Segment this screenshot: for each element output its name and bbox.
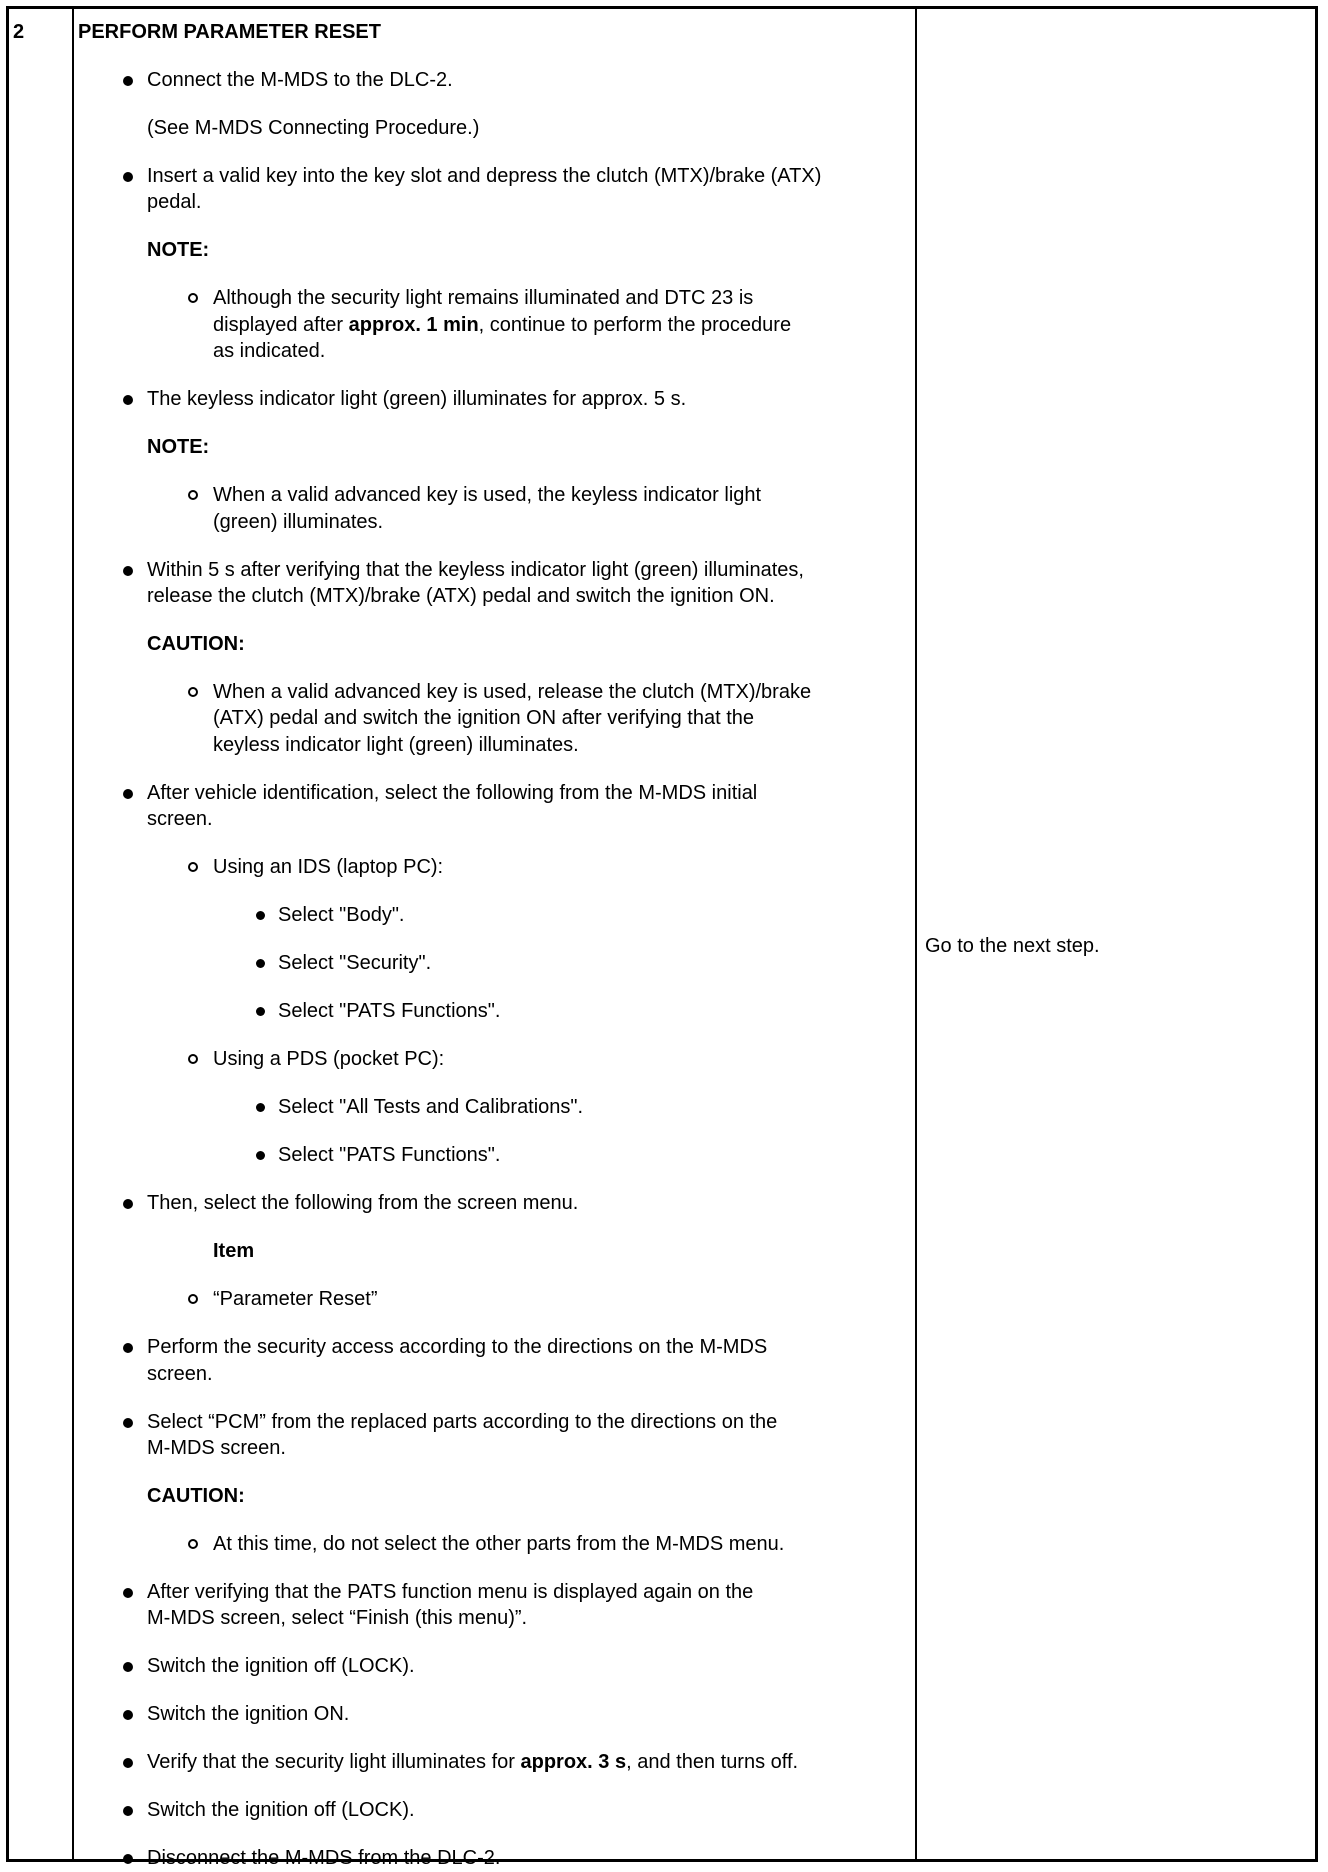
hollow-bullet-icon	[188, 1539, 198, 1549]
instruction-list	[78, 67, 908, 1872]
list-item	[78, 1286, 908, 1312]
text-line: Insert a valid key into the key slot and depress the clutch (MTX)/brake (ATX)	[147, 165, 822, 187]
text-line: M-MDS screen, select “Finish (this menu)”.	[147, 1607, 528, 1630]
hollow-bullet-icon	[188, 1294, 198, 1304]
list-item	[78, 285, 908, 364]
list-item	[78, 386, 908, 412]
list-item	[78, 1797, 908, 1823]
text-line: Using a PDS (pocket PC):	[213, 1048, 445, 1071]
bullet-icon	[123, 1662, 133, 1672]
hollow-bullet-icon	[188, 687, 198, 697]
bullet-icon	[123, 1343, 133, 1353]
note-label	[78, 1238, 908, 1264]
text-segment: displayed after	[213, 313, 349, 336]
list-item	[78, 1190, 908, 1216]
column-divider	[915, 9, 917, 1859]
text-line: Switch the ignition ON.	[147, 1703, 350, 1726]
list-item	[78, 780, 908, 833]
hollow-bullet-icon	[188, 490, 198, 500]
text-line: Within 5 s after verifying that the keyless indicator light (green) illuminates,	[147, 558, 804, 581]
bullet-icon	[123, 1418, 133, 1428]
bullet-icon	[123, 789, 133, 799]
note-label	[78, 1483, 908, 1509]
bullet-icon	[123, 1588, 133, 1598]
procedure-table	[6, 6, 1318, 1870]
list-item	[78, 1701, 908, 1727]
text-line: screen.	[147, 1362, 213, 1385]
list-item	[78, 163, 908, 216]
bullet-icon	[123, 395, 133, 405]
list-item	[78, 1046, 908, 1072]
text-line: pedal.	[147, 191, 202, 214]
text-line: release the clutch (MTX)/brake (ATX) pedal and switch the ignition ON.	[147, 585, 775, 608]
step-number: 2	[13, 21, 25, 43]
text-line: Select "All Tests and Calibrations".	[278, 1096, 584, 1119]
list-item	[78, 115, 908, 141]
bullet-icon	[123, 1806, 133, 1816]
list-item	[78, 1094, 908, 1120]
text-segment: , and then turns off.	[626, 1751, 799, 1774]
text-line: Although the security light remains illuminated and DTC 23 is	[213, 287, 754, 310]
text-line: When a valid advanced key is used, the keyless indicator light	[213, 484, 762, 507]
bullet-icon	[256, 1007, 265, 1016]
step-result: Go to the next step.	[925, 935, 1100, 957]
step-title: PERFORM PARAMETER RESET	[78, 21, 381, 43]
text-line: Switch the ignition off (LOCK).	[147, 1799, 415, 1822]
bullet-icon	[123, 76, 133, 86]
hollow-bullet-icon	[188, 862, 198, 872]
bullet-icon	[256, 911, 265, 920]
text-line	[213, 312, 908, 338]
list-item	[78, 1653, 908, 1679]
text-line: CAUTION:	[147, 633, 245, 656]
list-item	[78, 854, 908, 880]
bullet-icon	[123, 1199, 133, 1209]
text-line: NOTE:	[147, 436, 210, 459]
list-item	[78, 1579, 908, 1632]
text-line: M-MDS screen.	[147, 1437, 286, 1460]
hollow-bullet-icon	[188, 293, 198, 303]
note-label	[78, 237, 908, 263]
text-line: as indicated.	[213, 340, 326, 363]
text-line: At this time, do not select the other parts from the M-MDS menu.	[213, 1533, 785, 1556]
text-line: (See M-MDS Connecting Procedure.)	[147, 117, 480, 139]
list-item	[78, 67, 908, 93]
list-item	[78, 1409, 908, 1462]
text-segment: Verify that the security light illuminates for	[147, 1751, 521, 1774]
list-item	[78, 679, 908, 758]
step-content	[78, 19, 908, 1872]
text-line: Perform the security access according to the directions on the M-MDS	[147, 1336, 768, 1359]
text-line: (ATX) pedal and switch the ignition ON after verifying that the	[213, 707, 755, 730]
text-line: Item	[213, 1240, 255, 1263]
bold-text: approx. 1 min	[348, 313, 479, 336]
list-item	[78, 1531, 908, 1557]
text-line: Disconnect the M-MDS from the DLC-2.	[147, 1847, 501, 1870]
text-line: “Parameter Reset”	[213, 1288, 378, 1311]
text-line: (green) illuminates.	[213, 510, 384, 533]
bullet-icon	[123, 172, 133, 182]
text-line: Select "Security".	[278, 952, 432, 975]
text-line: screen.	[147, 808, 213, 831]
text-line: When a valid advanced key is used, release the clutch (MTX)/brake	[213, 681, 812, 704]
bullet-icon	[256, 1151, 265, 1160]
list-item	[78, 902, 908, 928]
bullet-icon	[123, 1758, 133, 1768]
list-item	[78, 1142, 908, 1168]
bullet-icon	[123, 1854, 133, 1864]
list-item	[78, 1334, 908, 1387]
bullet-icon	[256, 1103, 265, 1112]
list-item	[78, 950, 908, 976]
text-line: Select "PATS Functions".	[278, 1144, 501, 1167]
column-divider	[72, 9, 74, 1859]
bullet-icon	[123, 566, 133, 576]
text-line: Select "PATS Functions".	[278, 1000, 501, 1023]
text-line: The keyless indicator light (green) illuminates for approx. 5 s.	[147, 388, 687, 411]
bullet-icon	[256, 959, 265, 968]
list-item	[78, 557, 908, 610]
bold-text: approx. 3 s	[520, 1751, 627, 1774]
bullet-icon	[123, 1710, 133, 1720]
text-line: Then, select the following from the screen menu.	[147, 1192, 579, 1215]
list-item	[78, 1749, 908, 1775]
list-item	[78, 998, 908, 1024]
list-item	[78, 482, 908, 535]
text-line: Switch the ignition off (LOCK).	[147, 1655, 415, 1678]
hollow-bullet-icon	[188, 1054, 198, 1064]
text-line: NOTE:	[147, 239, 210, 262]
text-line	[147, 1749, 908, 1775]
text-line: Select “PCM” from the replaced parts according to the directions on the	[147, 1410, 778, 1433]
text-line: keyless indicator light (green) illuminates.	[213, 733, 579, 756]
note-label	[78, 434, 908, 460]
note-label	[78, 631, 908, 657]
text-line: CAUTION:	[147, 1485, 245, 1508]
text-segment: , continue to perform the procedure	[478, 313, 792, 336]
text-line: After verifying that the PATS function menu is displayed again on the	[147, 1581, 754, 1604]
text-line: Connect the M-MDS to the DLC-2.	[147, 69, 453, 91]
text-line: Using an IDS (laptop PC):	[213, 856, 444, 879]
text-line: Select "Body".	[278, 904, 405, 927]
text-line: After vehicle identification, select the following from the M-MDS initial	[147, 781, 758, 804]
